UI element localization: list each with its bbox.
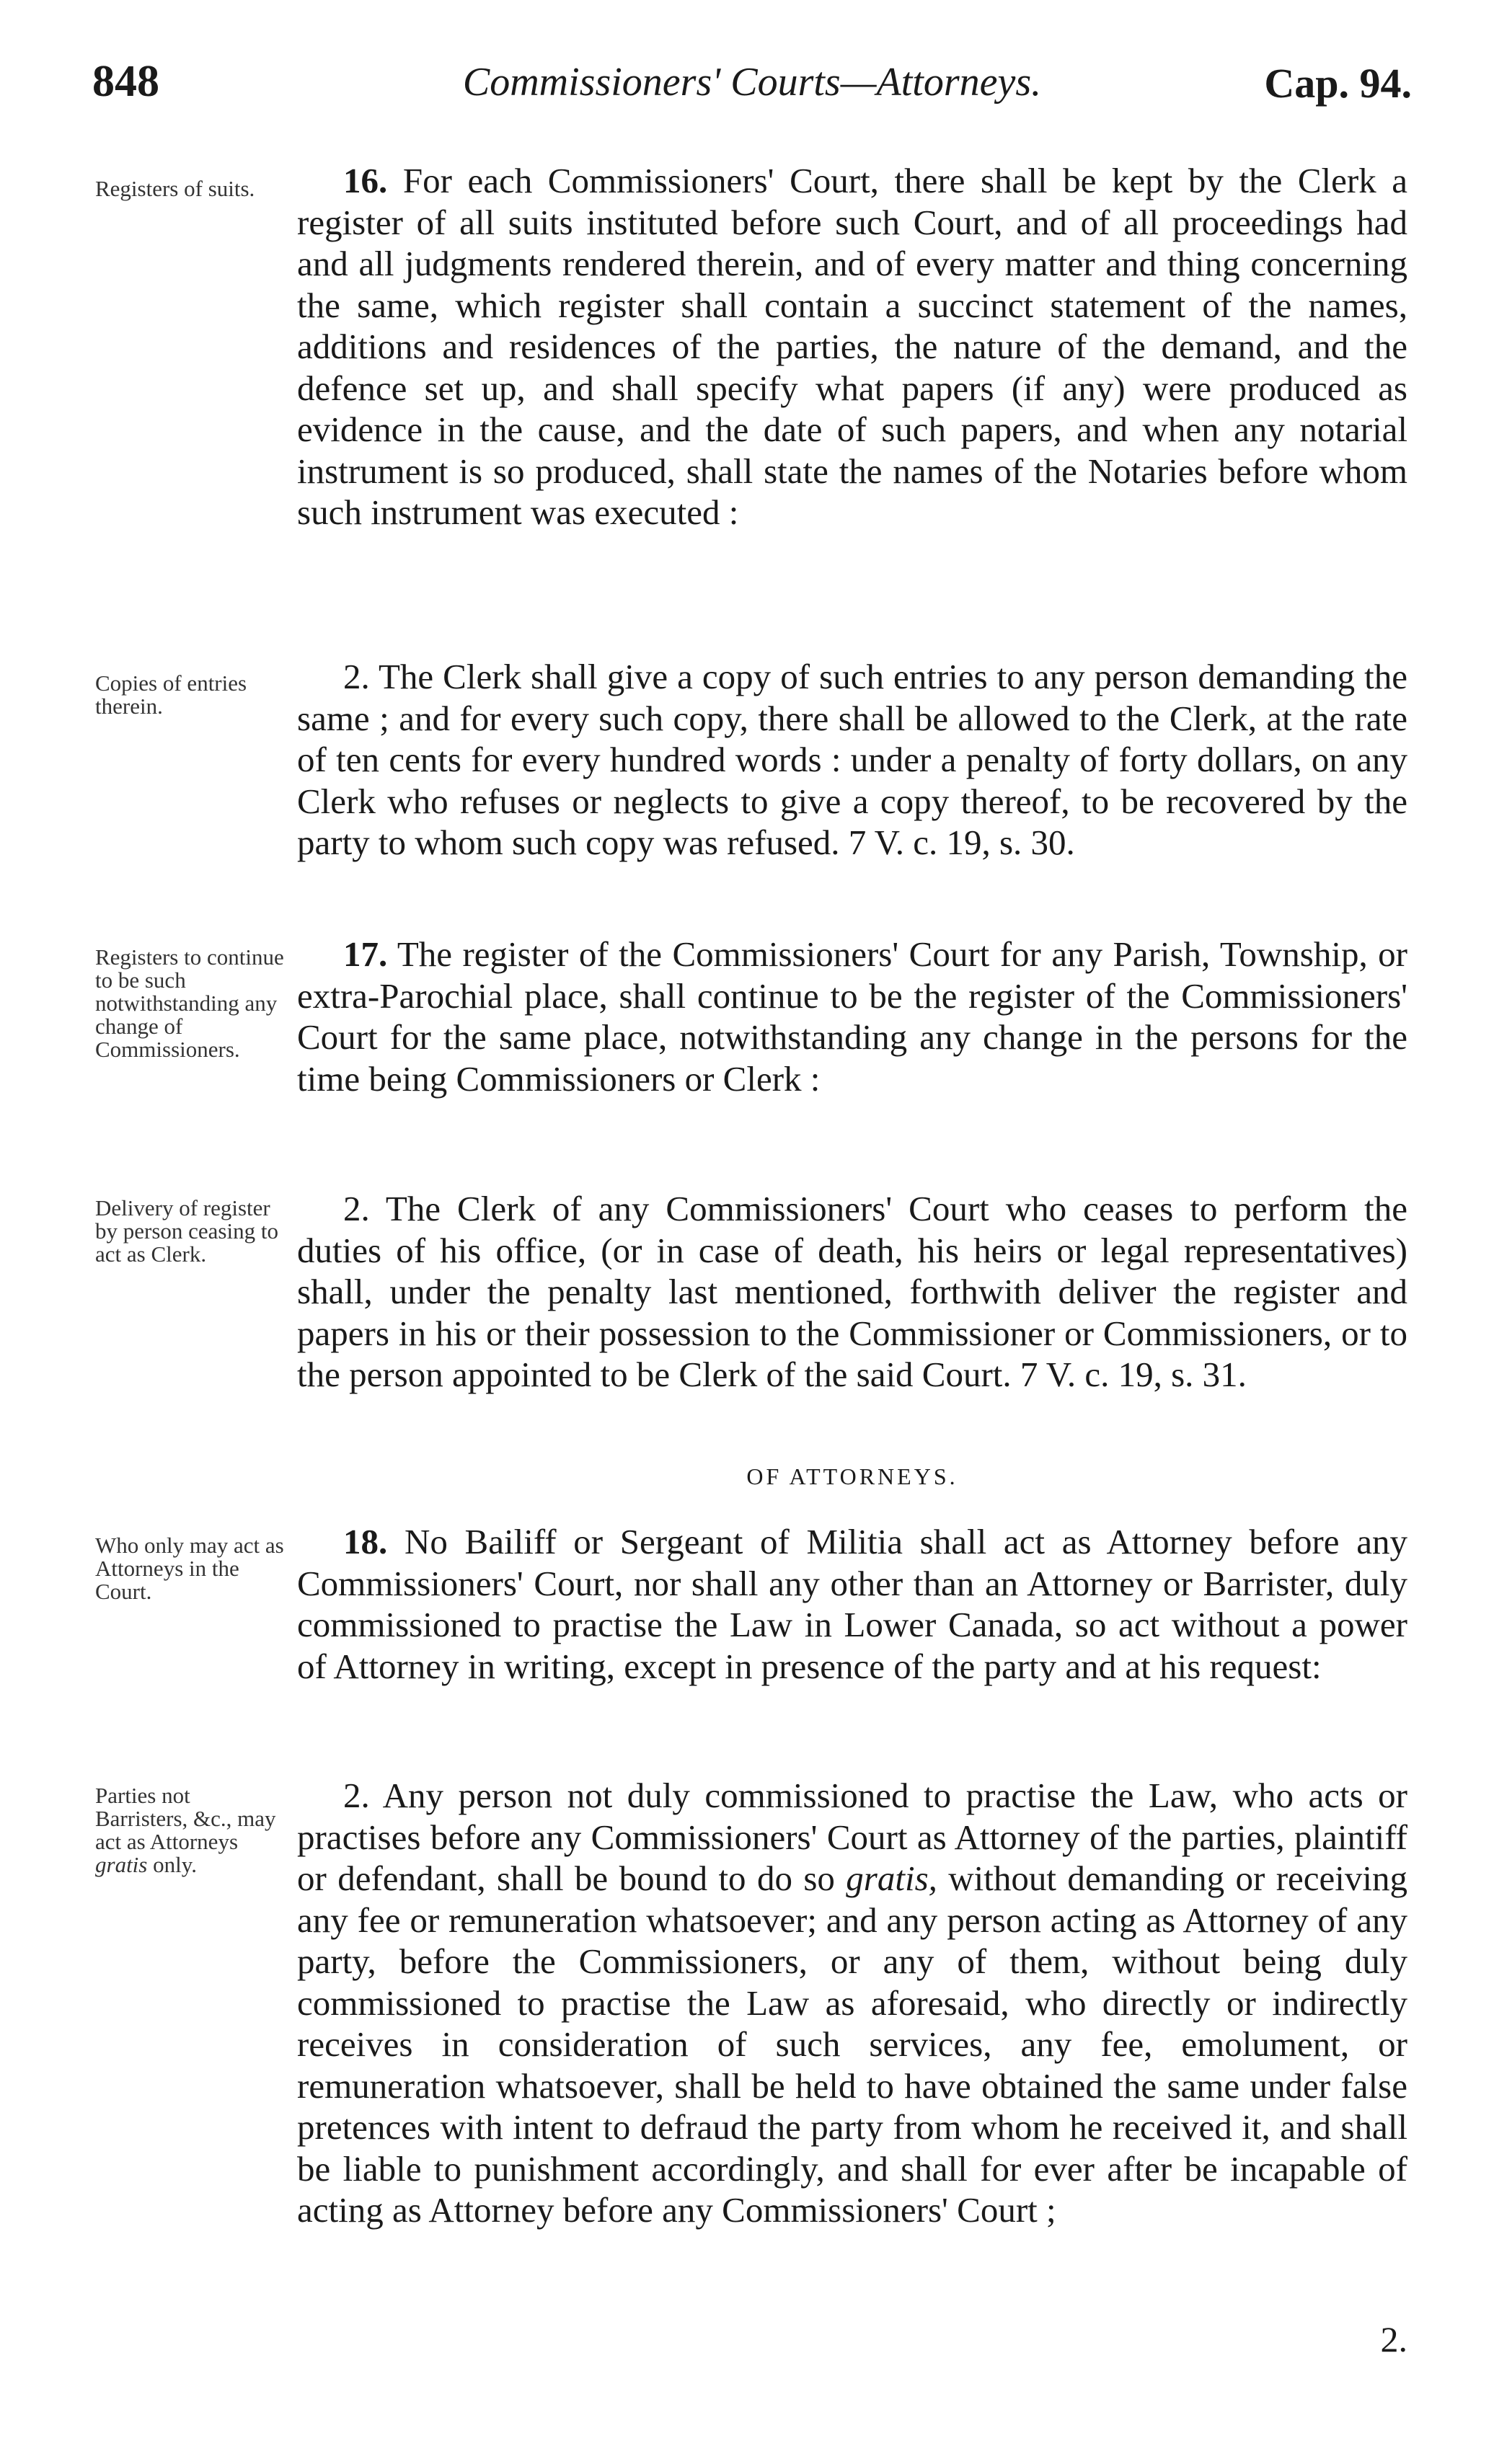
margin-note-copies-of-entries: Copies of entries therein. [95,670,247,719]
section-text: The Clerk shall give a copy of such entries to any person demanding the same ; and for every such copy, there shall be allowed to the Clerk, at the rate of ten cents for every hundred words : under a penalty of forty dollars, on any Clerk who refuses or neglects to give a copy thereof, to be recovered by the party to whom such copy was refused. [297,657,1407,862]
section-number: 2. [343,657,370,696]
margin-note-registers-continue: Registers to continue to be such notwithstanding any change of Commissioners. [95,944,284,1062]
section-text: The Clerk of any Commissioners' Court who ceases to perform the duties of his office, (or in case of death, his heirs or legal representatives) shall, under the penalty last mentioned, forthwith deliver the register and papers in his or their possession to the Commissioner or Commissioners, or to the person appointed to be Clerk of the said Court. [297,1189,1407,1394]
section-number: 17. [343,934,388,974]
catchword: 2. [1380,2319,1407,2359]
section-text: Any person not duly commissioned to practise the Law, who acts or practises before any Commissioners' Court as Attorney of the parties, plaintiff or defendant, shall be bound to do so [297,1776,1407,1898]
section-number: 2. [343,1776,370,1815]
margin-note-delivery-of-register: Delivery of register by person ceasing to act as Clerk. [95,1195,278,1267]
chapter-label: Cap. 94. [1264,60,1412,107]
section-number: 2. [343,1189,370,1228]
section-16-2 [297,656,1407,864]
margin-note-who-only-may-act: Who only may act as Attorneys in the Court. [95,1533,284,1604]
section-17-2 [297,1188,1407,1396]
margin-note-text: Parties not Barristers, &c., may act as Attorneys [95,1783,276,1854]
section-heading-attorneys: OF ATTORNEYS. [746,1463,958,1489]
section-18-2 [297,1775,1407,2231]
section-text: No Bailiff or Sergeant of Militia shall act as Attorney before any Commissioners' Court, nor shall any other than an Attorney or Barrister, duly commissioned to practise the Law in Lower Canada, so act without a power of Attorney in writing, except in presence of the party and at his request: [297,1522,1407,1686]
section-text: The register of the Commissioners' Court for any Parish, Township, or extra-Parochial place, shall continue to be the register of the Commissioners' Court for the same place, notwithstanding any change in the persons for the time being Commissioners or Clerk : [297,934,1407,1099]
margin-note-registers-of-suits: Registers of suits. [95,176,255,201]
section-17 [297,934,1407,1099]
section-text-end: without demanding or receiving any fee or remuneration whatsoever; and any person acting as Attorney of any party, before the Commissioners, or any of them, without being duly commissioned to practise the Law as aforesaid, who directly or indirectly receives in consideration of such services, any fee, emolument, or remuneration whatsoever, shall be held to have obtained the same under false pretences with intent to defraud the party from whom he received it, and shall be liable to punishment accordingly, and shall for ever after be incapable of acting as Attorney before any Commissioners' Court ; [297,1858,1407,2230]
page-number: 848 [92,57,159,106]
section-number: 18. [343,1522,388,1561]
margin-note-parties-not-barristers [95,1784,286,1876]
citation: 7 V. c. 19, s. 30. [848,823,1075,862]
margin-note-text-end: only. [147,1852,197,1877]
citation: 7 V. c. 19, s. 31. [1020,1355,1247,1394]
section-18 [297,1521,1407,1687]
section-number: 16. [343,161,388,200]
margin-note-italic: gratis [95,1852,148,1877]
running-title: Commissioners' Courts—Attorneys. [462,60,1042,105]
page-header [92,56,1412,114]
section-text-italic: gratis, [846,1858,937,1898]
section-16 [297,160,1407,533]
section-text: For each Commissioners' Court, there shall be kept by the Clerk a register of all suits instituted before such Court, and of all proceedings had and all judgments rendered therein, and of every matter and thing concerning the same, which register shall contain a succinct statement of the names, additions and residences of the parties, the nature of the demand, and the defence set up, and shall specify what papers (if any) were produced as evidence in the cause, and the date of such papers, and when any notarial instrument is so produced, shall state the names of the Notaries before whom such instrument was executed : [297,161,1408,532]
